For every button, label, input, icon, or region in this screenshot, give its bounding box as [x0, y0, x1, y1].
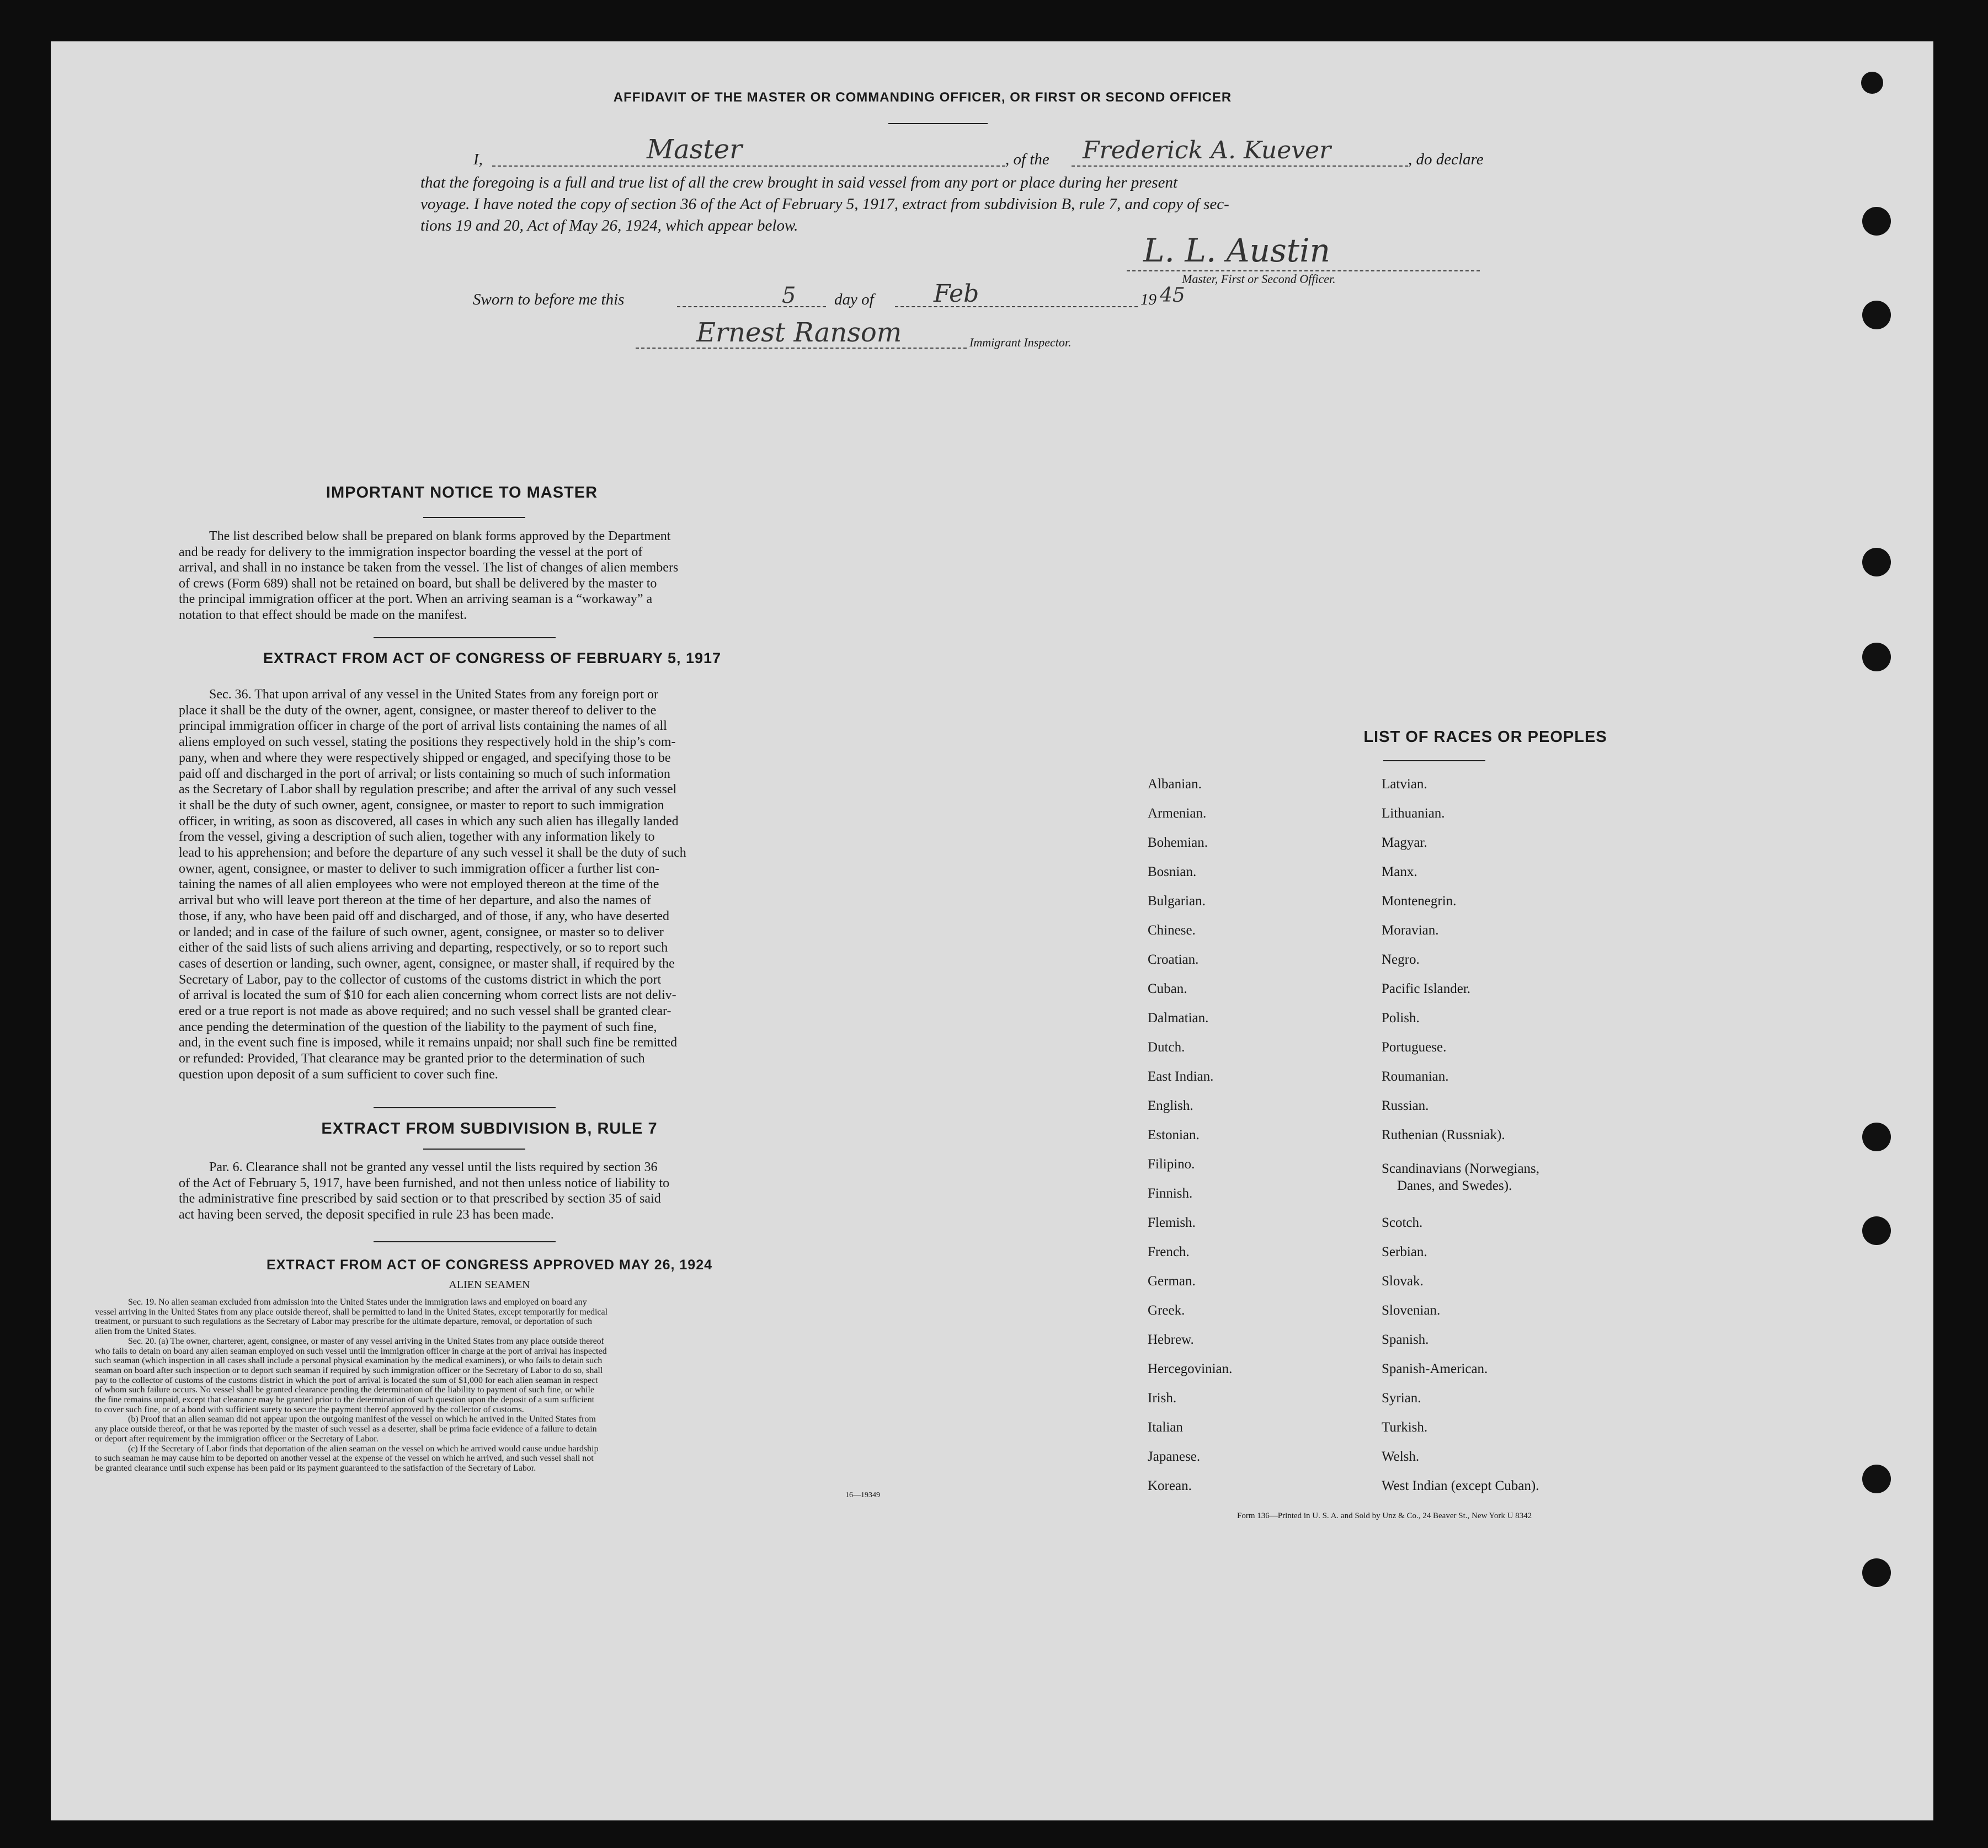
extract-1917-line: ance pending the determination of the question of the liability to the payment of such fine, — [179, 1019, 657, 1034]
extract-1924-line: Sec. 20. (a) The owner, charterer, agent, consignee, or master of any vessel arriving in the United States from any place outside thereof — [128, 1336, 604, 1346]
race-item: Cuban. — [1148, 981, 1187, 996]
race-item: Greek. — [1148, 1303, 1185, 1318]
extract-1917-line: those, if any, who have been paid off and discharged, and of those, if any, who have deserted — [179, 909, 670, 923]
notice-line: and be ready for delivery to the immigration inspector boarding the vessel at the port of — [179, 544, 643, 559]
extract-1924-line: who fails to detain on board any alien seaman employed on such vessel until the immigration officer in charge at the port of arrival has inspected — [95, 1346, 607, 1356]
race-item: Montenegrin. — [1382, 894, 1457, 909]
extract-rule7-line: act having been served, the deposit specified in rule 23 has been made. — [179, 1207, 554, 1222]
race-item: Ruthenian (Russniak). — [1382, 1128, 1505, 1142]
extract-1924-heading: EXTRACT FROM ACT OF CONGRESS APPROVED MAY 26, 1924 — [266, 1257, 713, 1273]
race-item: Hercegovinian. — [1148, 1361, 1233, 1376]
form-footer: Form 136—Printed in U. S. A. and Sold by Unz & Co., 24 Beaver St., New York U 8342 — [1237, 1511, 1532, 1520]
race-item: Finnish. — [1148, 1186, 1193, 1201]
extract-1924-line: to cover such fine, or of a bond with sufficient surety to secure the payment thereof approved by the collector of customs. — [95, 1404, 524, 1414]
day-blank — [677, 306, 826, 307]
extract-1917-text — [179, 687, 805, 1083]
race-item: Filipino. — [1148, 1157, 1195, 1172]
extract-1924-line: alien from the United States. — [95, 1327, 196, 1337]
sworn-label: Sworn to before me this — [473, 291, 625, 308]
punch-hole — [1862, 1465, 1891, 1493]
extract-1917-line: and, in the event such fine is imposed, while it remains unpaid; nor shall such fine be remitted — [179, 1035, 678, 1050]
race-item: Hebrew. — [1148, 1332, 1194, 1347]
extract-1917-line: cases of desertion or landing, such owner, agent, consignee, or master shall, if required by the — [179, 956, 675, 971]
document-page — [51, 41, 1933, 1820]
race-item: Russian. — [1382, 1098, 1429, 1113]
extract-1917-line: lead to his apprehension; and before the departure of any such vessel it shall be the duty of such — [179, 846, 686, 861]
alien-seamen-subheading: ALIEN SEAMEN — [449, 1279, 530, 1291]
extract-1924-line: (b) Proof that an alien seaman did not appear upon the outgoing manifest of the vessel on which he arrived in the United States from — [128, 1414, 596, 1424]
race-item: Japanese. — [1148, 1449, 1201, 1464]
extract-1924-line: the fine remains unpaid, except that clearance may be granted prior to the determination of such question upon the deposit of a sum sufficient — [95, 1395, 595, 1405]
race-item: Bohemian. — [1148, 835, 1208, 850]
affidavit-i-label: I, — [473, 151, 483, 168]
race-item: Serbian. — [1382, 1245, 1427, 1259]
race-item: Slovenian. — [1382, 1303, 1441, 1318]
handwritten-signature: L. L. Austin — [1143, 232, 1330, 269]
vessel-blank — [1072, 165, 1408, 167]
inspector-caption: Immigrant Inspector. — [969, 335, 1072, 349]
race-item: Estonian. — [1148, 1128, 1200, 1142]
divider — [423, 1149, 525, 1150]
affidavit-body-line: that the foregoing is a full and true list of all the crew brought in said vessel from any port or place during her present — [420, 174, 1178, 191]
handwritten-month: Feb — [934, 280, 979, 308]
extract-1917-line: ered or a true report is not made as above required; and no such vessel shall be granted clear- — [179, 1004, 671, 1019]
race-item: French. — [1148, 1245, 1190, 1259]
extract-rule7-line: Par. 6. Clearance shall not be granted any vessel until the lists required by section 36 — [209, 1160, 658, 1174]
race-item: Polish. — [1382, 1011, 1420, 1026]
handwritten-day: 5 — [782, 283, 796, 308]
punch-hole — [1862, 1216, 1891, 1245]
race-item: Dutch. — [1148, 1040, 1185, 1055]
handwritten-vessel-name: Frederick A. Kuever — [1083, 136, 1331, 164]
divider — [374, 1241, 556, 1242]
extract-rule7-line: of the Act of February 5, 1917, have been furnished, and not then unless notice of liability to — [179, 1176, 670, 1190]
race-item: Pacific Islander. — [1382, 981, 1471, 996]
extract-1917-line: or landed; and in case of the failure of such owner, agent, consignee, or master so to deliver — [179, 925, 664, 939]
punch-hole — [1862, 1558, 1891, 1587]
extract-rule7-text — [179, 1160, 805, 1222]
extract-1924-line: any place outside thereof, or that he was reported by the master of such vessel as a deserter, shall be prima facie evidence of a failure to detain — [95, 1424, 597, 1434]
race-item: Moravian. — [1382, 923, 1439, 938]
extract-1924-line: treatment, or pursuant to such regulations as the Secretary of Labor may prescribe for the ultimate departure, removal, or deportation of such — [95, 1317, 593, 1327]
extract-1917-line: either of the said lists of such aliens arriving and departing, respectively, or so to report such — [179, 941, 668, 955]
notice-line: arrival, and shall in no instance be taken from the vessel. The list of changes of alien members — [179, 560, 679, 575]
notice-line: the principal immigration officer at the port. When an arriving seaman is a “workaway” a — [179, 592, 653, 607]
handwritten-title: Master — [647, 134, 743, 165]
extract-rule7-line: the administrative fine prescribed by said section or to that prescribed by section 35 of said — [179, 1192, 661, 1206]
extract-1924-line: (c) If the Secretary of Labor finds that deportation of the alien seaman on the vessel on which he arrived would cause undue hardship — [128, 1444, 599, 1454]
race-item: West Indian (except Cuban). — [1382, 1478, 1539, 1493]
notice-line: The list described below shall be prepared on blank forms approved by the Department — [209, 529, 671, 543]
notice-line: of crews (Form 689) shall not be retained on board, but shall be delivered by the master to — [179, 576, 657, 591]
extract-1917-line: place it shall be the duty of the owner, agent, consignee, or master thereof to deliver to the — [179, 703, 657, 718]
extract-1917-line: or refunded: Provided, That clearance may be granted prior to the determination of such — [179, 1051, 645, 1066]
extract-1917-line: arrival but who will leave port thereon at the time of her departure, and also the names of — [179, 893, 651, 908]
race-item: Croatian. — [1148, 952, 1199, 967]
race-item: Danes, and Swedes). — [1397, 1178, 1512, 1193]
extract-1924-line: to such seaman he may cause him to be deported on another vessel at the expense of the vessel on which he arrived, and such vessel shall not — [95, 1454, 594, 1464]
signature-line — [1127, 270, 1480, 271]
race-item: Bosnian. — [1148, 864, 1197, 879]
race-item: Italian — [1148, 1420, 1183, 1435]
extract-1917-line: paid off and discharged in the port of arrival; or lists containing so much of such information — [179, 766, 670, 781]
print-code: 16—19349 — [845, 1491, 880, 1499]
extract-1924-line: seaman on board after such inspection or to deport such seaman if required by such immigration officer or the Secretary of Labor to do so, shall — [95, 1365, 603, 1375]
extract-1924-line: or deport after requirement by the immigration officer or the Secretary of Labor. — [95, 1434, 379, 1444]
race-item: Irish. — [1148, 1391, 1177, 1406]
notice-heading: IMPORTANT NOTICE TO MASTER — [326, 484, 598, 501]
race-item: Portuguese. — [1382, 1040, 1447, 1055]
race-item: Lithuanian. — [1382, 806, 1445, 821]
title-blank — [492, 165, 1005, 167]
of-the-label: , of the — [1005, 151, 1049, 168]
race-item: Albanian. — [1148, 777, 1202, 792]
race-item: Spanish. — [1382, 1332, 1429, 1347]
handwritten-inspector: Ernest Ransom — [696, 317, 902, 348]
signature-caption: Master, First or Second Officer. — [1182, 272, 1336, 286]
year-prefix: 19 — [1140, 291, 1156, 308]
races-heading: LIST OF RACES OR PEOPLES — [1363, 728, 1607, 746]
race-item: Bulgarian. — [1148, 894, 1206, 909]
race-item: Syrian. — [1382, 1391, 1421, 1406]
extract-1924-line: be granted clearance until such expense has been paid or its payment guaranteed to the satisfaction of the Secretary of Labor. — [95, 1463, 536, 1473]
race-item: Scandinavians (Norwegians, — [1382, 1161, 1540, 1176]
race-item: English. — [1148, 1098, 1193, 1113]
affidavit-heading: AFFIDAVIT OF THE MASTER OR COMMANDING OFFICER, OR FIRST OR SECOND OFFICER — [613, 90, 1232, 105]
race-item: Manx. — [1382, 864, 1417, 879]
day-of-label: day of — [834, 291, 874, 308]
notice-text — [179, 528, 805, 623]
extract-1924-line: Sec. 19. No alien seaman excluded from admission into the United States under the immigration laws and employed on board any — [128, 1297, 587, 1307]
race-item: Welsh. — [1382, 1449, 1420, 1464]
extract-1917-line: principal immigration officer in charge of the port of arrival lists containing the names of all — [179, 719, 667, 734]
handwritten-year: 45 — [1160, 284, 1185, 307]
extract-1917-line: owner, agent, consignee, or master to deliver to such immigration officer a further list con- — [179, 861, 659, 876]
race-item: Armenian. — [1148, 806, 1207, 821]
divider — [888, 123, 988, 124]
race-item: Negro. — [1382, 952, 1420, 967]
race-item: Korean. — [1148, 1478, 1192, 1493]
punch-hole — [1862, 548, 1891, 576]
extract-1924-line: such seaman (which inspection in all cases shall include a personal physical examination by the medical examiners), or who fails to detain such — [95, 1356, 603, 1366]
extract-1924-line: pay to the collector of customs of the customs district in which the port of arrival is located the sum of $1,000 for each alien seaman in respect — [95, 1375, 598, 1385]
punch-hole — [1862, 643, 1891, 671]
extract-1917-line: Sec. 36. That upon arrival of any vessel in the United States from any foreign port or — [209, 687, 659, 702]
race-item: Roumanian. — [1382, 1069, 1449, 1084]
race-item: Magyar. — [1382, 835, 1427, 850]
race-item: East Indian. — [1148, 1069, 1214, 1084]
extract-1924-line: of whom such failure occurs. No vessel shall be granted clearance pending the determination of the liability to payment of such fine, or while — [95, 1385, 595, 1395]
extract-1917-line: taining the names of all alien employees who were not employed thereon at the time of the — [179, 877, 659, 892]
punch-hole — [1862, 301, 1891, 329]
extract-rule7-heading: EXTRACT FROM SUBDIVISION B, RULE 7 — [321, 1120, 658, 1137]
divider — [374, 1107, 556, 1108]
notice-line: notation to that effect should be made on the manifest. — [179, 607, 467, 622]
race-item: Turkish. — [1382, 1420, 1428, 1435]
race-item: Slovak. — [1382, 1274, 1424, 1289]
race-item: Latvian. — [1382, 777, 1427, 792]
divider — [423, 517, 525, 518]
extract-1917-line: from the vessel, giving a description of such alien, together with any information likely to — [179, 830, 655, 845]
extract-1917-heading: EXTRACT FROM ACT OF CONGRESS OF FEBRUARY 5, 1917 — [263, 650, 722, 666]
extract-1917-line: Secretary of Labor, pay to the collector of customs of the customs district in which the port — [179, 972, 662, 987]
punch-hole — [1862, 1123, 1891, 1151]
race-item: Flemish. — [1148, 1215, 1196, 1230]
month-blank — [895, 306, 1138, 307]
race-item: Scotch. — [1382, 1215, 1423, 1230]
extract-1917-line: of arrival is located the sum of $10 for each alien concerning whom correct lists are not deliv- — [179, 988, 676, 1003]
extract-1917-line: question upon deposit of a sum sufficient to cover such fine. — [179, 1067, 498, 1082]
affidavit-body-line: voyage. I have noted the copy of section 36 of the Act of February 5, 1917, extract from subdivision B, rule 7, and copy of sec- — [420, 195, 1229, 213]
punch-hole — [1861, 72, 1883, 94]
extract-1924-text — [95, 1297, 889, 1473]
extract-1924-line: vessel arriving in the United States from any place outside thereof, shall be permitted to land in the United States, except temporarily for medical — [95, 1307, 608, 1317]
race-item: Dalmatian. — [1148, 1011, 1209, 1026]
divider — [374, 637, 556, 638]
affidavit-body-line: tions 19 and 20, Act of May 26, 1924, which appear below. — [420, 217, 798, 234]
extract-1917-line: aliens employed on such vessel, stating the positions they respectively hold in the ship’s com- — [179, 735, 676, 750]
extract-1917-line: officer, in writing, as soon as discovered, all cases in which any such alien has illegally landed — [179, 814, 679, 829]
divider — [1383, 760, 1485, 761]
extract-1917-line: as the Secretary of Labor shall by regulation prescribe; and after the arrival of any such vessel — [179, 782, 677, 797]
race-item: Spanish-American. — [1382, 1361, 1488, 1376]
race-item: Chinese. — [1148, 923, 1196, 938]
punch-hole — [1862, 207, 1891, 236]
do-declare-label: , do declare — [1408, 151, 1484, 168]
race-item: German. — [1148, 1274, 1196, 1289]
extract-1917-line: it shall be the duty of such owner, agent, consignee, or master to report to such immigration — [179, 798, 664, 813]
extract-1917-line: pany, when and where they were respectively shipped or engaged, and specifying those to be — [179, 750, 671, 765]
